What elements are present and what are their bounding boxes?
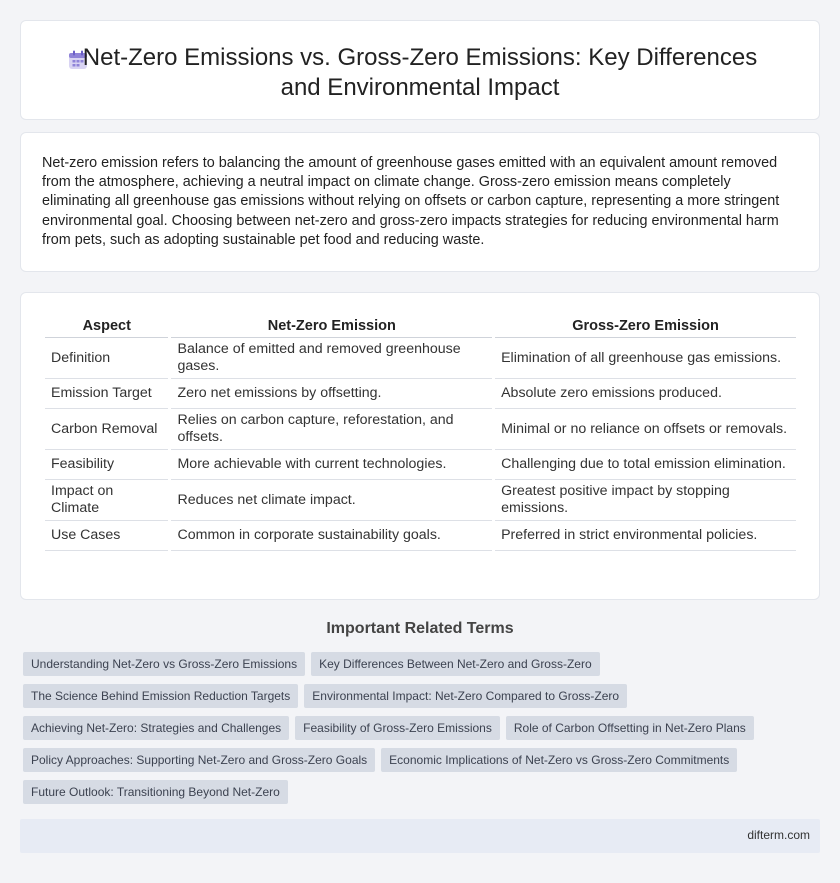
related-terms-title: Important Related Terms — [326, 620, 514, 637]
header-gross-zero: Gross-Zero Emission — [495, 315, 796, 338]
related-term-tag[interactable]: Feasibility of Gross-Zero Emissions — [295, 716, 500, 740]
header-aspect: Aspect — [45, 315, 168, 338]
related-term-tag[interactable]: The Science Behind Emission Reduction Targets — [23, 684, 298, 708]
cell-net-zero: Reduces net climate impact. — [171, 480, 492, 521]
table-row — [45, 409, 796, 450]
cell-aspect: Carbon Removal — [45, 409, 168, 450]
cell-gross-zero: Absolute zero emissions produced. — [495, 379, 796, 409]
header-net-zero: Net-Zero Emission — [171, 315, 492, 338]
cell-aspect: Use Cases — [45, 521, 168, 551]
cell-net-zero: Common in corporate sustainability goals. — [171, 521, 492, 551]
cell-aspect: Feasibility — [45, 450, 168, 480]
table-row — [45, 521, 796, 551]
intro-paragraph: Net-zero emission refers to balancing the amount of greenhouse gases emitted with an equivalent amount removed from the atmosphere, achieving a neutral impact on climate change. Gross-zero emission means completely eliminating all greenhouse gas emissions without relying on offsets or carbon capture, representing a more stringent environmental goal. Choosing between net-zero and gross-zero impacts strategies for reducing environmental harm from pets, such as adopting sustainable pet food and reducing waste. — [42, 155, 780, 248]
footer-site-name[interactable]: difterm.com — [747, 828, 810, 842]
cell-net-zero: More achievable with current technologies. — [171, 450, 492, 480]
cell-gross-zero: Greatest positive impact by stopping emissions. — [495, 480, 796, 521]
cell-net-zero: Zero net emissions by offsetting. — [171, 379, 492, 409]
comparison-table-card — [20, 292, 820, 600]
related-term-tag[interactable]: Economic Implications of Net-Zero vs Gross-Zero Commitments — [381, 748, 737, 772]
related-terms-list — [23, 652, 803, 812]
table-row — [45, 450, 796, 480]
table-row — [45, 480, 796, 521]
intro-card — [20, 132, 820, 272]
table-header-row — [45, 315, 796, 338]
cell-gross-zero: Challenging due to total emission elimination. — [495, 450, 796, 480]
related-term-tag[interactable]: Understanding Net-Zero vs Gross-Zero Emissions — [23, 652, 305, 676]
cell-net-zero: Balance of emitted and removed greenhouse gases. — [171, 338, 492, 379]
cell-gross-zero: Preferred in strict environmental policies. — [495, 521, 796, 551]
cell-aspect: Impact on Climate — [45, 480, 168, 521]
cell-gross-zero: Elimination of all greenhouse gas emissions. — [495, 338, 796, 379]
header-card — [20, 20, 820, 120]
table-row — [45, 379, 796, 409]
table-row — [45, 338, 796, 379]
related-term-tag[interactable]: Key Differences Between Net-Zero and Gross-Zero — [311, 652, 600, 676]
cell-aspect: Emission Target — [45, 379, 168, 409]
related-term-tag[interactable]: Environmental Impact: Net-Zero Compared to Gross-Zero — [304, 684, 627, 708]
related-term-tag[interactable]: Policy Approaches: Supporting Net-Zero and Gross-Zero Goals — [23, 748, 375, 772]
related-term-tag[interactable]: Role of Carbon Offsetting in Net-Zero Plans — [506, 716, 754, 740]
cell-net-zero: Relies on carbon capture, reforestation, and offsets. — [171, 409, 492, 450]
footer — [20, 819, 820, 853]
cell-gross-zero: Minimal or no reliance on offsets or removals. — [495, 409, 796, 450]
related-term-tag[interactable]: Future Outlook: Transitioning Beyond Net-Zero — [23, 780, 288, 804]
cell-aspect: Definition — [45, 338, 168, 379]
page-title: Net-Zero Emissions vs. Gross-Zero Emissions: Key Differences and Environmental Impact — [82, 44, 758, 101]
comparison-table — [42, 315, 799, 551]
related-term-tag[interactable]: Achieving Net-Zero: Strategies and Challenges — [23, 716, 289, 740]
